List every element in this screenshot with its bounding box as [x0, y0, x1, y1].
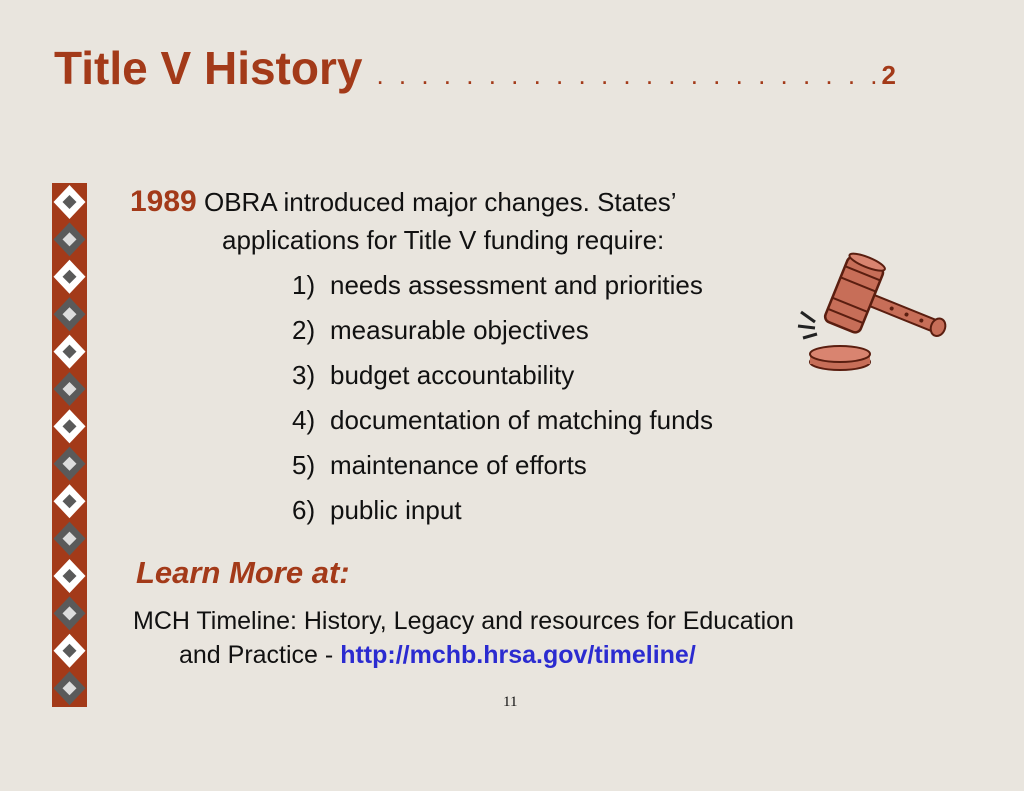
learn-more-heading: Learn More at: [136, 555, 350, 590]
reference-line-1: MCH Timeline: History, Legacy and resources for Education [133, 607, 794, 635]
diamond-border [52, 183, 87, 707]
item-text: budget accountability [330, 360, 575, 390]
item-text: documentation of matching funds [330, 405, 714, 435]
item-number: 5) [292, 450, 316, 480]
title-part: 2 [881, 60, 897, 90]
title-dots: . . . . . . . . . . . . . . . . . . . . . . . [376, 60, 882, 90]
item-number: 6) [292, 495, 316, 525]
item-number: 4) [292, 405, 316, 435]
intro-line-1: OBRA introduced major changes. States’ [203, 187, 677, 217]
reference-line-2: and Practice - [179, 641, 341, 669]
item-number: 1) [292, 270, 316, 300]
item-text: needs assessment and priorities [330, 270, 703, 300]
item-number: 3) [292, 360, 316, 390]
item-text: maintenance of efforts [330, 450, 587, 480]
list-item [292, 445, 713, 490]
list-item [292, 310, 713, 355]
slide-title [54, 40, 896, 103]
item-text: public input [330, 495, 462, 525]
list-item [292, 355, 713, 400]
timeline-link[interactable]: http://mchb.hrsa.gov/timeline/ [340, 641, 696, 669]
reference-text [133, 604, 794, 672]
gavel-icon [795, 250, 950, 385]
list-item [292, 400, 713, 445]
page-number: 11 [503, 694, 518, 710]
item-text: measurable objectives [330, 315, 589, 345]
intro-year: 1989 [130, 185, 197, 218]
list-item [292, 490, 713, 535]
list-item [292, 265, 713, 310]
intro-line-2: applications for Title V funding require: [222, 225, 665, 255]
title-text: Title V History [54, 42, 363, 94]
intro-paragraph [130, 183, 677, 259]
diamond-pattern [52, 183, 87, 707]
item-number: 2) [292, 315, 316, 345]
requirements-list [292, 265, 713, 535]
